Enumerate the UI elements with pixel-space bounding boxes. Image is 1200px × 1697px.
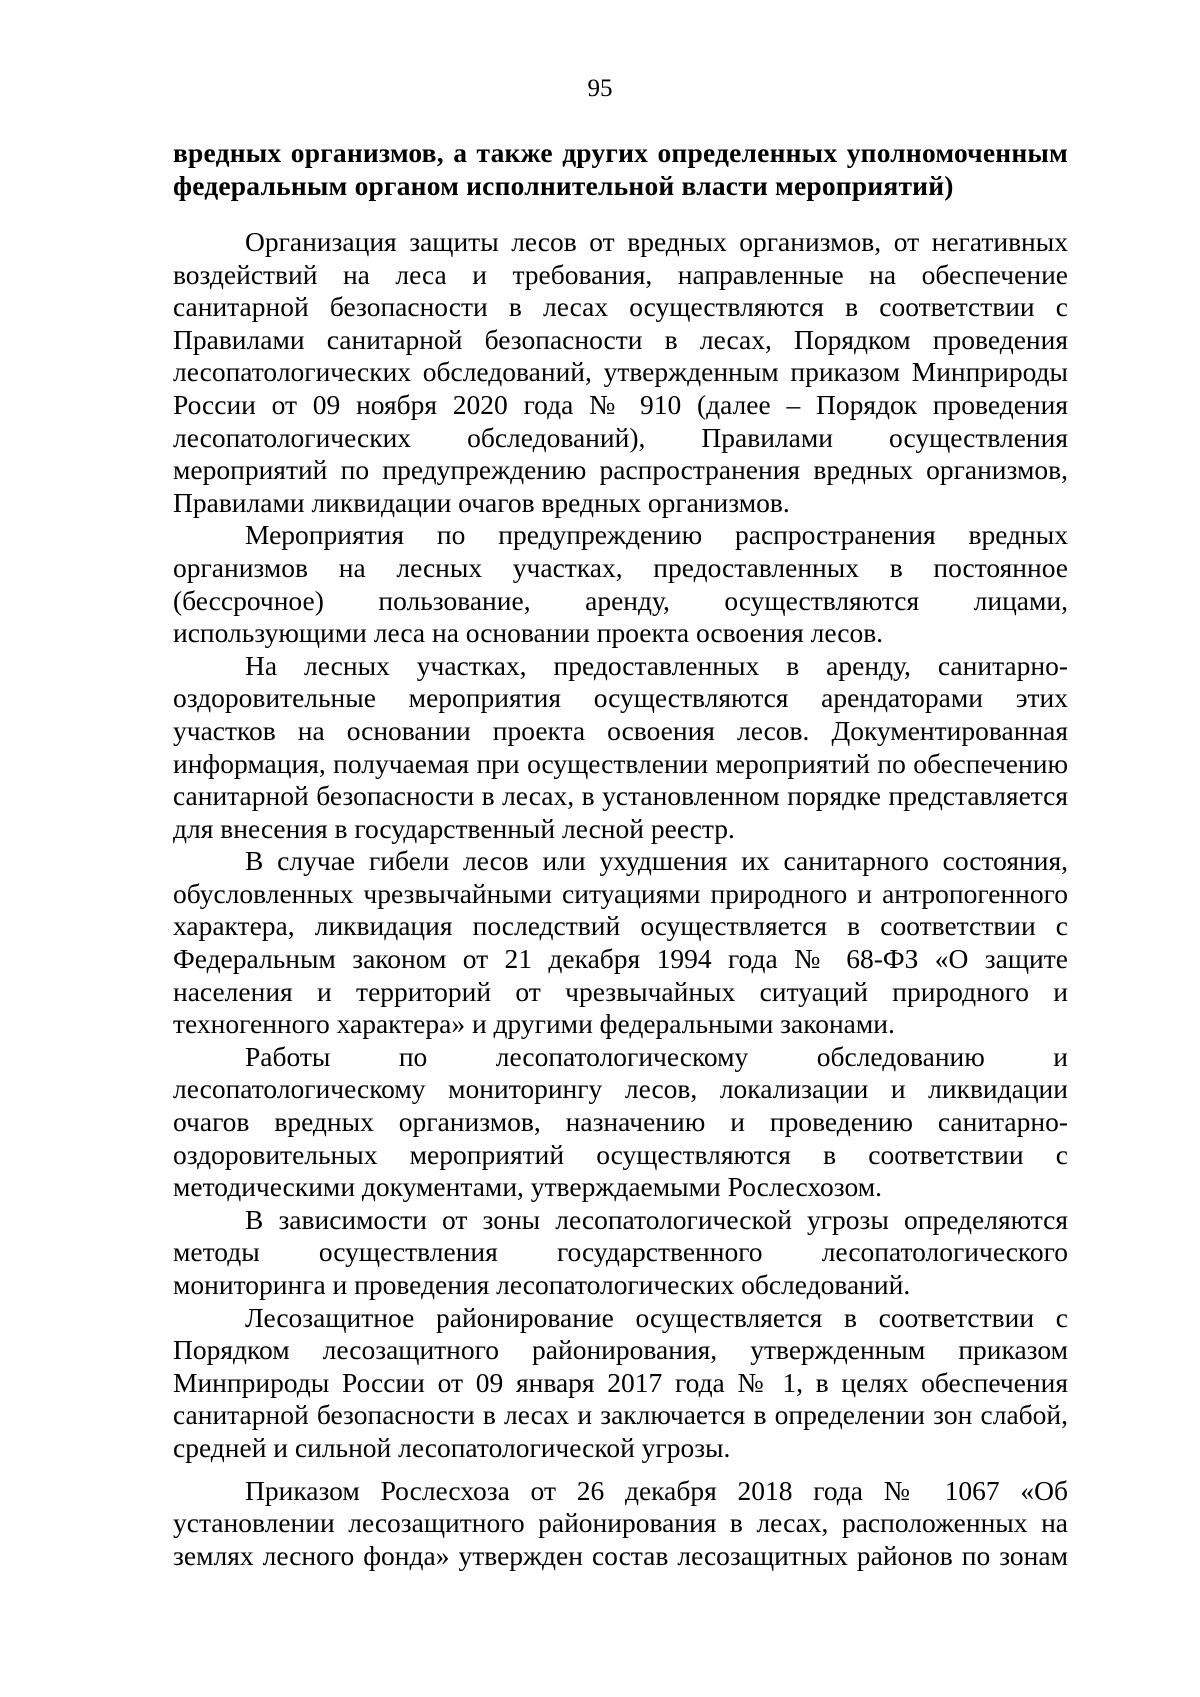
paragraph: В случае гибели лесов или ухудшения их санитарного состояния, обусловленных чрезвычайными ситуациями природного и антропогенного характера, ликвидация последствий осуществляется в соответствии с Федеральным законом от 21 декабря 1994 года № 68-ФЗ «О защите населения и территорий от чрезвычайных ситуаций природного и техногенного характера» и другими федеральными законами.	[173, 845, 1068, 1040]
page-number: 95	[587, 75, 613, 102]
paragraph: Организация защиты лесов от вредных организмов, от негативных воздействий на леса и требования, направленные на обеспечение санитарной безопасности в лесах осуществляются в соответствии с Правилами санитарной безопасности в лесах, Порядком проведения лесопатологических обследований, утвержденным приказом Минприроды России от 09 ноября 2020 года № 910 (далее – Порядок проведения лесопатологических обследований), Правилами осуществления мероприятий по предупреждению распространения вредных организмов, Правилами ликвидации очагов вредных организмов.	[173, 226, 1068, 518]
paragraph: В зависимости от зоны лесопатологической угрозы определяются методы осуществления государственного лесопатологического мониторинга и проведения лесопатологических обследований.	[173, 1203, 1068, 1300]
paragraph: На лесных участках, предоставленных в аренду, санитарно-оздоровительные мероприятия осуществляются арендаторами этих участков на основании проекта освоения лесов. Документированная информация, получаемая при осуществлении мероприятий по обеспечению санитарной безопасности в лесах, в установленном порядке представляется для внесения в государственный лесной реестр.	[173, 649, 1068, 844]
paragraph: Лесозащитное районирование осуществляется в соответствии с Порядком лесозащитного районирования, утвержденным приказом Минприроды России от 09 января 2017 года № 1, в целях обеспечения санитарной безопасности в лесах и заключается в определении зон слабой, средней и сильной лесопатологической угрозы.	[173, 1301, 1068, 1463]
paragraph: Мероприятия по предупреждению распространения вредных организмов на лесных участках, предоставленных в постоянное (бессрочное) пользование, аренду, осуществляются лицами, использующими леса на основании проекта освоения лесов.	[173, 519, 1068, 649]
paragraph: Приказом Рослесхоза от 26 декабря 2018 года № 1067 «Об установлении лесозащитного районирования в лесах, расположенных на землях лесного фонда» утвержден состав лесозащитных районов по зонам	[173, 1474, 1068, 1571]
body-text	[173, 226, 1068, 1572]
section-heading: вредных организмов, а также других определенных уполномоченным федеральным органом исполнительной власти мероприятий)	[173, 137, 1068, 201]
paragraph: Работы по лесопатологическому обследованию и лесопатологическому мониторингу лесов, локализации и ликвидации очагов вредных организмов, назначению и проведению санитарно-оздоровительных мероприятий осуществляются в соответствии с методическими документами, утверждаемыми Рослесхозом.	[173, 1040, 1068, 1203]
